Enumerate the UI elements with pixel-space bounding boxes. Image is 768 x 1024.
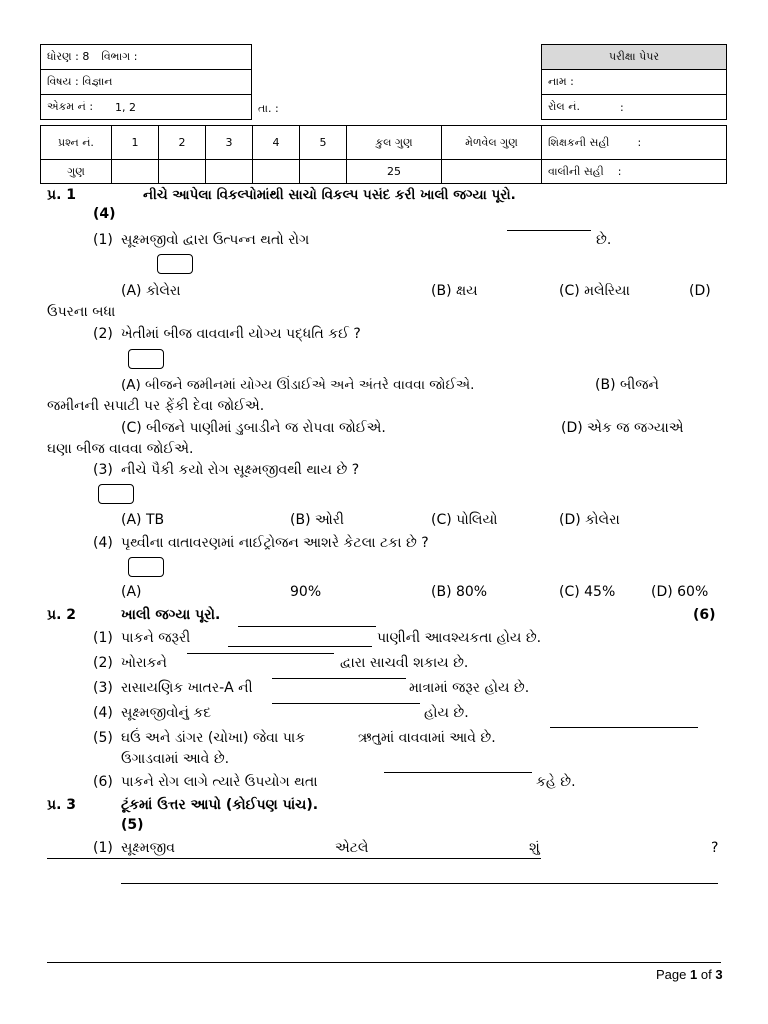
date-label: તા. : [258, 102, 279, 115]
q1-marks: (4) [93, 206, 116, 222]
marks-header-3 [205, 125, 253, 160]
q2-6-post: કહે છે. [536, 774, 576, 790]
q3-marks: (5) [121, 817, 144, 833]
q1-2-opt-b: (B) બીજને [595, 377, 659, 393]
parent-sign-field[interactable] [541, 159, 727, 184]
q1-2-answer-box[interactable] [128, 349, 164, 369]
q1-4-opt-d: (D) 60% [651, 584, 709, 600]
q2-4-pre: સૂક્ષ્મજીવોનું કદ [121, 705, 212, 721]
q2-6-blank[interactable] [384, 772, 532, 773]
q1-3-opt-a: (A) TB [121, 512, 165, 528]
q3-col: 3 [225, 136, 233, 149]
q2-instruction: ખાલી જગ્યા પૂરો. [121, 607, 221, 623]
q1-1-answer-box[interactable] [157, 254, 193, 274]
q2-title-underline [238, 626, 376, 627]
q2-6-pre: પાકને રોગ લાગે ત્યારે ઉપયોગ થતા [121, 774, 318, 790]
q3-1-word3: શું [529, 840, 540, 856]
obtained-col: મેળવેલ ગુણ [465, 135, 518, 149]
page-number: 1 [690, 967, 698, 982]
q2-2-num: (2) [93, 655, 113, 671]
total-marks: 25 [387, 165, 401, 178]
q1-number: પ્ર. 1 [47, 187, 77, 203]
q4-col: 4 [272, 136, 280, 149]
q3-1-answer-line-2[interactable] [121, 883, 718, 884]
q1-1-text: સૂક્ષ્મજીવો દ્વારા ઉત્પન્ન થતો રોગ [121, 232, 310, 248]
header-std-div-row [40, 44, 252, 70]
q1-1-opt-d-text: ઉપરના બધા [47, 304, 116, 320]
page-total: 3 [715, 967, 723, 982]
header-subject-row [40, 69, 252, 95]
roll-field[interactable] [541, 94, 727, 120]
header-unit-row [40, 94, 252, 120]
paper-title [541, 44, 727, 70]
parent-sign-colon: : [617, 165, 622, 178]
q1-3-opt-c: (C) પોલિયો [431, 512, 498, 528]
marks-q1-input[interactable] [111, 159, 159, 184]
q3-1-answer-line-1[interactable] [47, 858, 541, 859]
page-word: Page [656, 967, 687, 982]
q1-2-num: (2) [93, 326, 113, 342]
q3-1-word1: સૂક્ષ્મજીવ [121, 840, 175, 856]
q1-1-blank[interactable] [507, 230, 591, 231]
q1-3-answer-box[interactable] [98, 484, 134, 504]
q2-6-num: (6) [93, 774, 113, 790]
marks-q2-input[interactable] [158, 159, 206, 184]
marks-q5-input[interactable] [299, 159, 347, 184]
marks-label: ગુણ [67, 164, 85, 178]
q1-1-opt-c: (C) મલેરિયા [559, 283, 630, 299]
parent-sign-label: વાલીની સહી [548, 164, 604, 178]
marks-header-2 [158, 125, 206, 160]
total-col: કુલ ગુણ [375, 135, 413, 149]
q2-4-post: હોય છે. [424, 705, 469, 721]
q2-1-num: (1) [93, 630, 113, 646]
marks-total-value [346, 159, 442, 184]
marks-header-1 [111, 125, 159, 160]
q3-1-word2: એટલે [335, 840, 369, 856]
marks-q4-input[interactable] [252, 159, 300, 184]
q1-4-opt-a-value: 90% [290, 584, 322, 600]
q2-col: 2 [178, 136, 186, 149]
marks-obtained-input[interactable] [441, 159, 542, 184]
q2-4-blank[interactable] [272, 703, 420, 704]
unit-values: 1, 2 [115, 100, 137, 114]
q1-1-num: (1) [93, 232, 113, 248]
q3-number: પ્ર. 3 [47, 797, 77, 813]
q2-marks: (6) [693, 607, 716, 623]
marks-header-4 [252, 125, 300, 160]
name-label: નામ : [548, 75, 574, 88]
footer-rule [47, 962, 721, 963]
q1-instruction: નીચે આપેલા વિકલ્પોમાંથી સાચો વિકલ્પ પસંદ કરી ખાલી જગ્યા પૂરો. [143, 187, 516, 203]
marks-row-label [40, 159, 112, 184]
q1-3-num: (3) [93, 462, 113, 478]
marks-header-qno [40, 125, 112, 160]
q1-4-opt-a: (A) [121, 584, 142, 600]
q1-2-opt-d-cont: ઘણા બીજ વાવવા જોઈએ. [47, 441, 194, 457]
std-label: ધોરણ : 8 [47, 50, 90, 63]
q2-1-blank[interactable] [228, 646, 372, 647]
q1-3-opt-b: (B) ઓરી [290, 512, 345, 528]
q2-3-pre: રાસાયણિક ખાતર-A ની [121, 680, 253, 696]
page-indicator [656, 967, 723, 982]
div-label: વિભાગ : [101, 50, 138, 63]
q1-1-opt-b: (B) ક્ષય [431, 283, 478, 299]
teacher-sign-colon: : [637, 136, 642, 149]
q3-1-num: (1) [93, 840, 113, 856]
q1-1-end: છે. [596, 232, 612, 248]
teacher-sign-field[interactable] [541, 125, 727, 160]
q5-col: 5 [319, 136, 327, 149]
q1-2-opt-c: (C) બીજને પાણીમાં ડુબાડીને જ રોપવા જોઈએ. [121, 420, 386, 436]
q2-1-post: પાણીની આવશ્યકતા હોય છે. [377, 630, 542, 646]
q2-3-num: (3) [93, 680, 113, 696]
q2-5-num: (5) [93, 730, 113, 746]
q2-3-post: માત્રામાં જરૂર હોય છે. [409, 680, 530, 696]
q1-4-num: (4) [93, 535, 113, 551]
marks-header-obtained [441, 125, 542, 160]
marks-header-5 [299, 125, 347, 160]
roll-label: રોલ નં. [548, 100, 580, 113]
unit-label: એકમ નં : [47, 100, 94, 113]
q1-4-opt-b: (B) 80% [431, 584, 488, 600]
qno-label: પ્રશ્ન નં. [58, 136, 94, 149]
q2-5-pre: ઘઉં અને ડાંગર (ચોખા) જેવા પાક [121, 730, 306, 746]
q2-5-post: ઋતુમાં વાવવામાં આવે છે. [358, 730, 496, 746]
q2-2-blank[interactable] [187, 653, 334, 654]
of-word: of [700, 967, 712, 982]
q2-2-pre: ખોરાકને [121, 655, 167, 671]
q1-col: 1 [131, 136, 139, 149]
marks-header-total [346, 125, 442, 160]
q1-3-opt-d: (D) કોલેરા [559, 512, 620, 528]
roll-colon: : [619, 100, 624, 114]
q2-5-blank[interactable] [550, 727, 698, 728]
q3-1-qmark: ? [711, 840, 719, 856]
q3-instruction: ટૂંકમાં ઉત્તર આપો (કોઈપણ પાંચ). [121, 797, 319, 813]
q1-4-text: પૃથ્વીના વાતાવરણમાં નાઈટ્રોજન આશરે કેટલા ટકા છે ? [121, 535, 429, 551]
q2-5-cont: ઉગાડવામાં આવે છે. [121, 751, 230, 767]
q1-1-opt-d: (D) [689, 283, 711, 299]
q1-3-text: નીચે પૈકી કયો રોગ સૂક્ષ્મજીવથી થાય છે ? [121, 462, 360, 478]
q2-4-num: (4) [93, 705, 113, 721]
q1-4-opt-c: (C) 45% [559, 584, 616, 600]
marks-q3-input[interactable] [205, 159, 253, 184]
q2-number: પ્ર. 2 [47, 607, 77, 623]
q2-3-blank[interactable] [272, 678, 406, 679]
subject-label: વિષય : વિજ્ઞાન [47, 75, 113, 88]
q2-2-post: દ્વારા સાચવી શકાય છે. [340, 655, 469, 671]
teacher-sign-label: શિક્ષકની સહી [548, 135, 610, 149]
paper-title-text: પરીક્ષા પેપર [608, 50, 660, 63]
q1-2-opt-d: (D) એક જ જગ્યાએ [561, 420, 684, 436]
q2-1-pre: પાકને જરૂરી [121, 630, 191, 646]
q1-1-opt-a: (A) કોલેરા [121, 283, 181, 299]
q1-2-opt-a: (A) બીજને જમીનમાં યોગ્ય ઊંડાઈએ અને અંતરે વાવવા જોઈએ. [121, 377, 475, 393]
q1-4-answer-box[interactable] [128, 557, 164, 577]
q1-2-opt-b-cont: જમીનની સપાટી પર ફેંકી દેવા જોઈએ. [47, 398, 265, 414]
q1-2-text: ખેતીમાં બીજ વાવવાની યોગ્ય પદ્ધતિ કઈ ? [121, 326, 361, 342]
name-field[interactable] [541, 69, 727, 95]
